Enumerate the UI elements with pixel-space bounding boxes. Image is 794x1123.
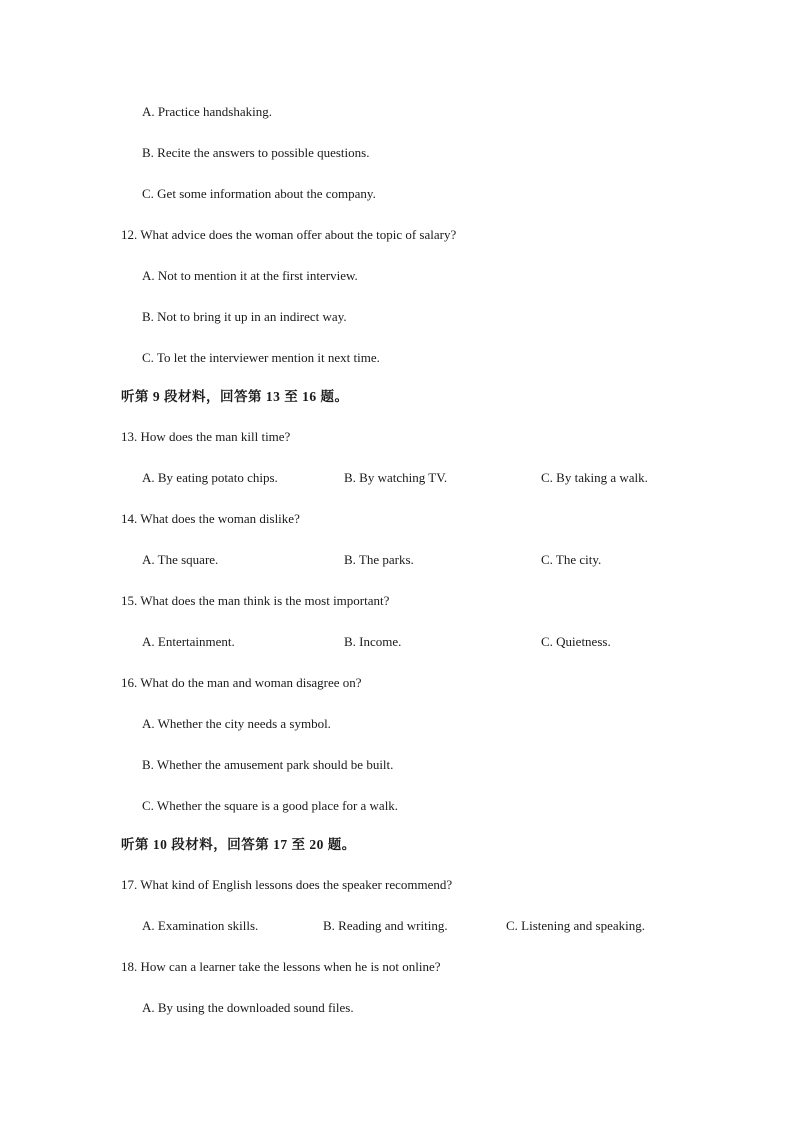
q11-option-a: A. Practice handshaking. — [142, 104, 272, 119]
q11-option-c: C. Get some information about the company. — [142, 186, 376, 201]
q13-option-c: C. By taking a walk. — [541, 470, 648, 485]
q11-option-b: B. Recite the answers to possible questions. — [142, 145, 370, 160]
q17-option-b: B. Reading and writing. — [323, 918, 448, 933]
q14-option-c: C. The city. — [541, 552, 602, 567]
q18-option-a: A. By using the downloaded sound files. — [142, 1000, 354, 1015]
q13-question: 13. How does the man kill time? — [121, 429, 291, 444]
q17-option-a: A. Examination skills. — [142, 918, 259, 933]
q13-option-b: B. By watching TV. — [344, 470, 448, 485]
q17-option-c: C. Listening and speaking. — [506, 918, 646, 933]
q16-option-a: A. Whether the city needs a symbol. — [142, 716, 331, 731]
q16-question: 16. What do the man and woman disagree on? — [121, 675, 362, 690]
section-10-heading: 听第 10 段材料，回答第 17 至 20 题。 — [121, 837, 356, 852]
q15-option-c: C. Quietness. — [541, 634, 611, 649]
q16-option-b: B. Whether the amusement park should be built. — [142, 757, 394, 772]
q12-question: 12. What advice does the woman offer about the topic of salary? — [121, 227, 457, 242]
q15-option-b: B. Income. — [344, 634, 402, 649]
q12-option-c: C. To let the interviewer mention it next time. — [142, 350, 380, 365]
q15-question: 15. What does the man think is the most important? — [121, 593, 390, 608]
q12-option-b: B. Not to bring it up in an indirect way. — [142, 309, 347, 324]
q13-option-a: A. By eating potato chips. — [142, 470, 278, 485]
section-9-heading: 听第 9 段材料，回答第 13 至 16 题。 — [121, 389, 349, 404]
q18-question: 18. How can a learner take the lessons when he is not online? — [121, 959, 441, 974]
q15-option-a: A. Entertainment. — [142, 634, 235, 649]
q14-option-b: B. The parks. — [344, 552, 414, 567]
q12-option-a: A. Not to mention it at the first interview. — [142, 268, 358, 283]
q17-question: 17. What kind of English lessons does the speaker recommend? — [121, 877, 453, 892]
q14-question: 14. What does the woman dislike? — [121, 511, 300, 526]
q16-option-c: C. Whether the square is a good place for a walk. — [142, 798, 399, 813]
q14-option-a: A. The square. — [142, 552, 219, 567]
